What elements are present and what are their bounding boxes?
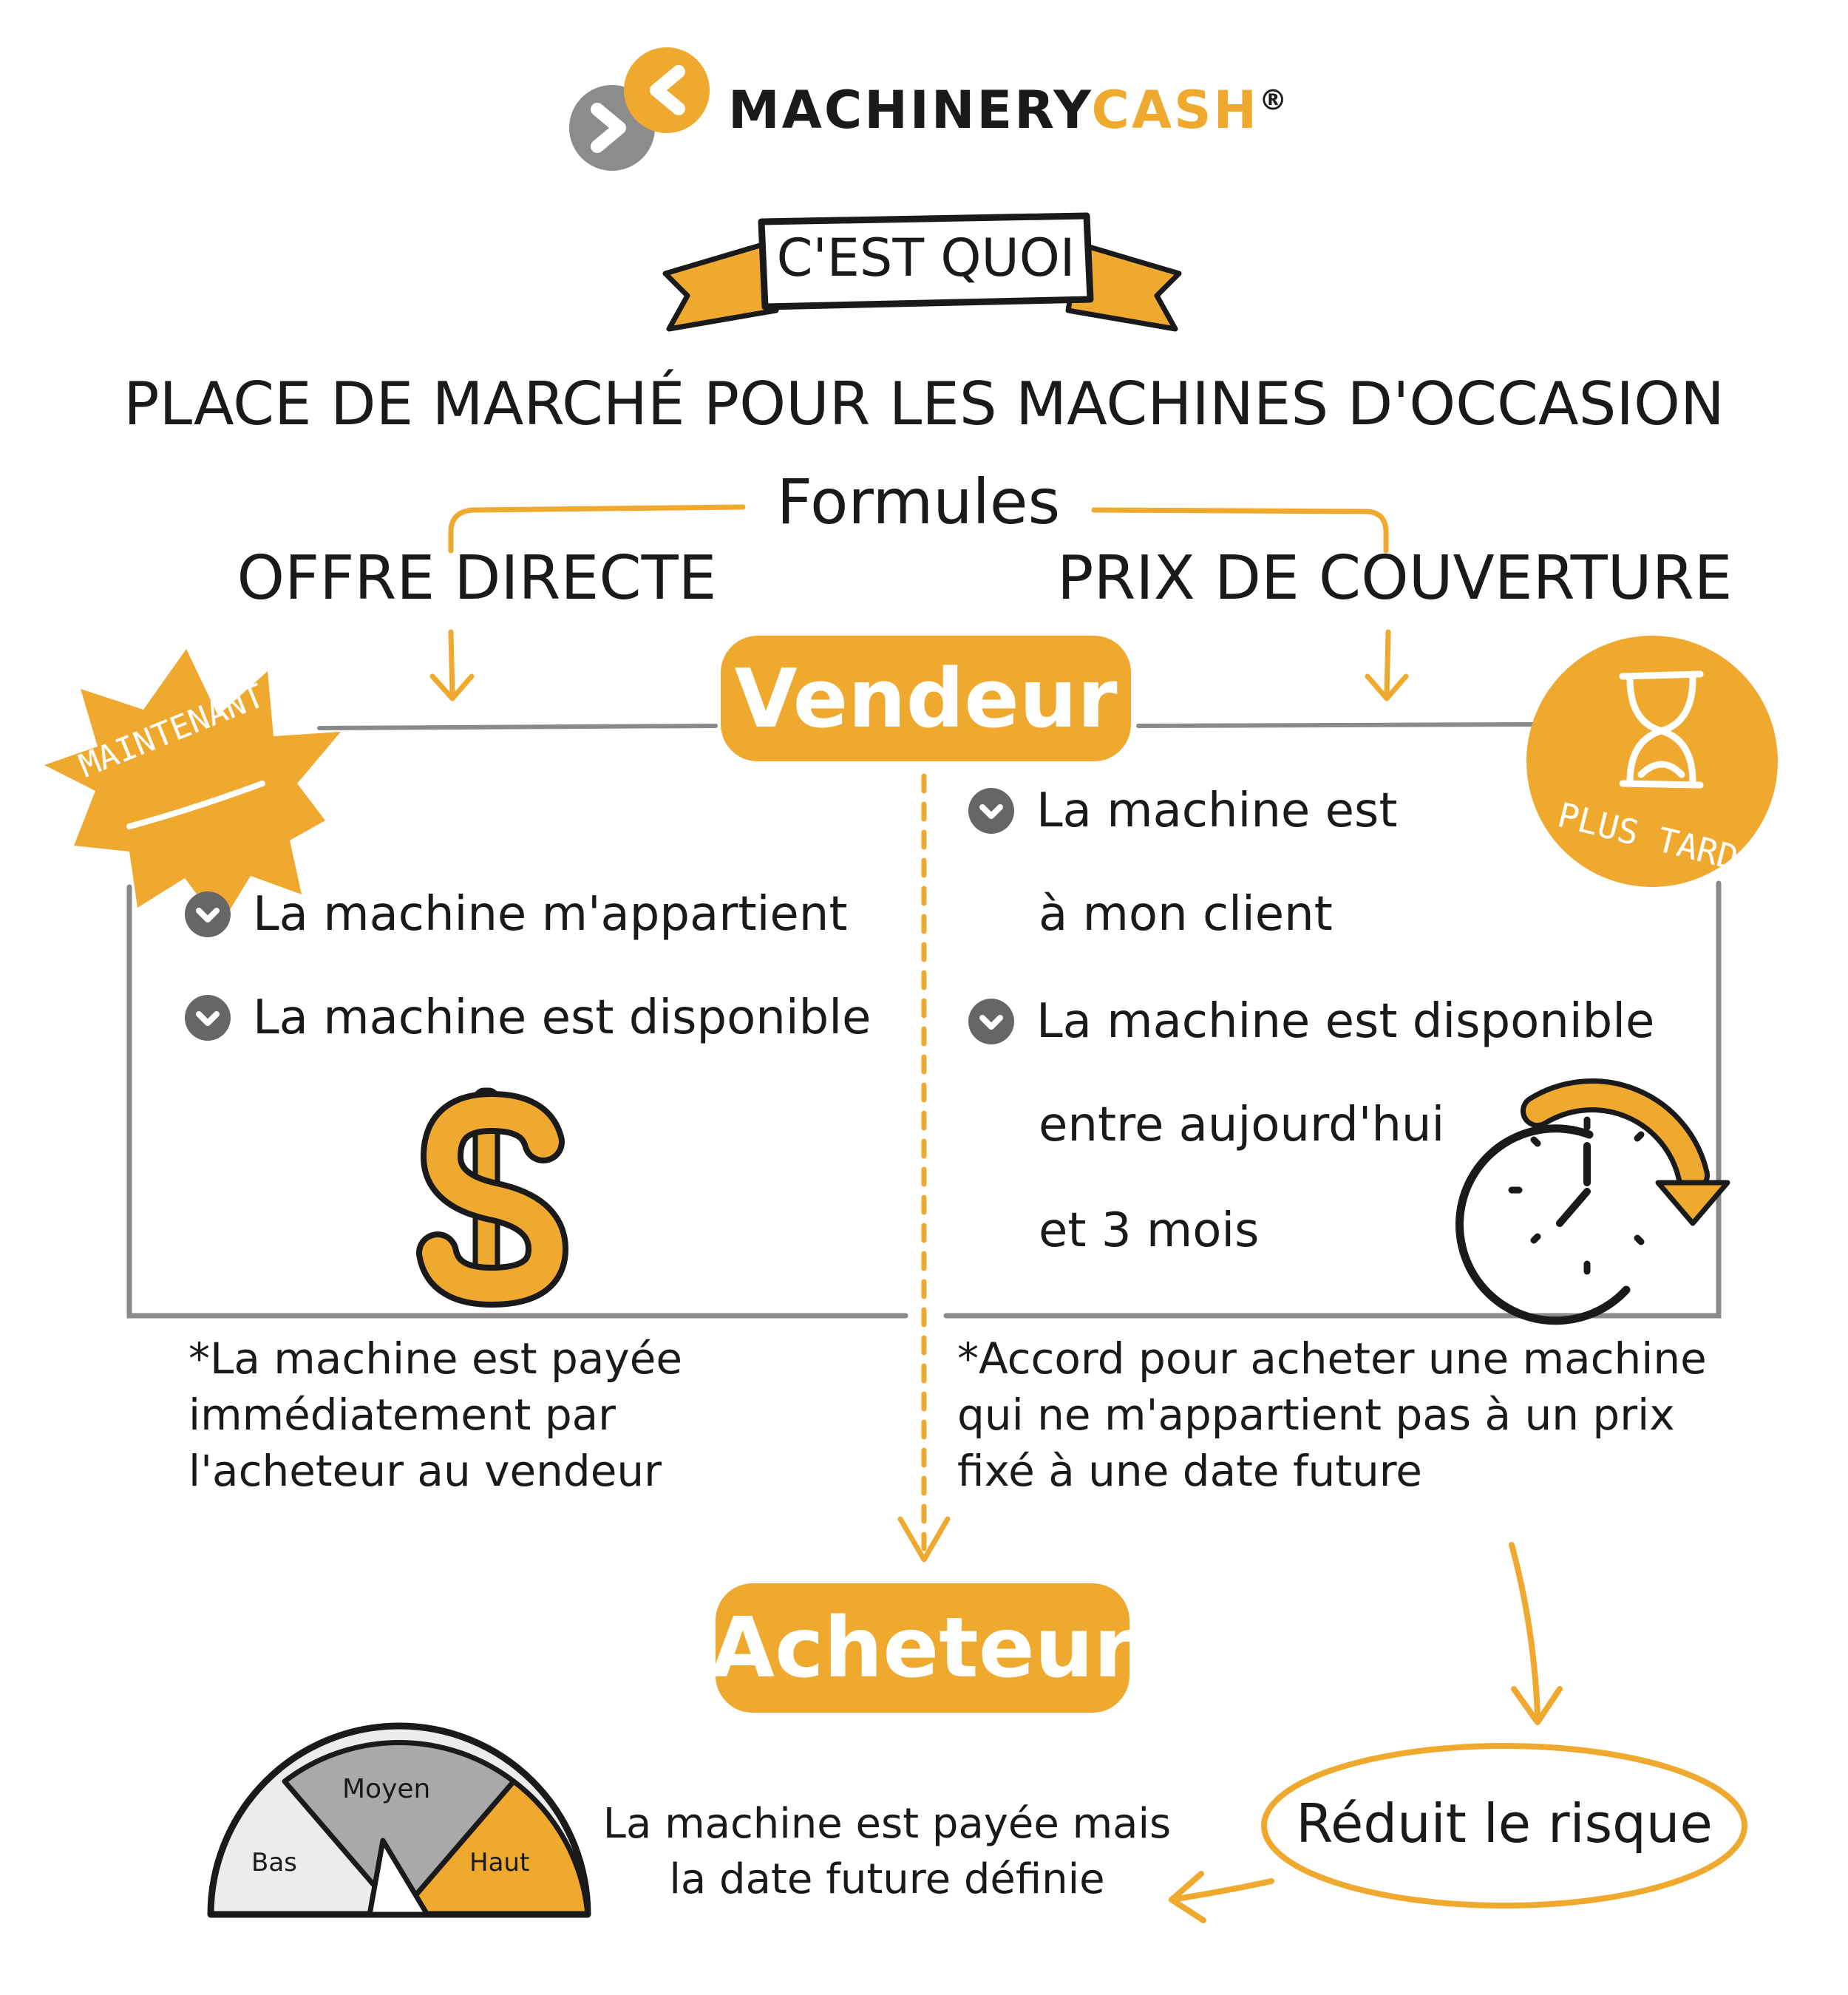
formules-label: Formules [776, 466, 1061, 538]
clock-arrow-icon [1460, 1095, 1728, 1321]
right-note-line-1: *Accord pour acheter une machine [957, 1333, 1707, 1384]
seller-pill: Vendeur [721, 636, 1131, 761]
gauge-label-low: Bas [251, 1848, 297, 1877]
gauge-label-medium: Moyen [342, 1774, 431, 1804]
down-arrow-right [1368, 632, 1406, 699]
right-item-2 [968, 994, 1654, 1049]
buyer-pill: Acheteur [716, 1583, 1129, 1713]
registered-mark: ® [1259, 84, 1290, 117]
plus-tard-badge-label: PLUS TARD [1553, 795, 1742, 878]
right-note-line-3: fixé à une date future [957, 1446, 1422, 1496]
right-item-2-line-1: La machine est disponible [1036, 994, 1655, 1049]
check-circle-icon [185, 995, 231, 1041]
right-item-1 [968, 784, 1397, 838]
right-note-line-2: qui ne m'appartient pas à un prix [957, 1390, 1675, 1440]
risk-arrow [1512, 1545, 1560, 1722]
right-note [957, 1330, 1807, 1499]
bottom-text-line-1: La machine est payée mais [602, 1800, 1172, 1848]
page-title: PLACE DE MARCHÉ POUR LES MACHINES D'OCCASION [123, 370, 1725, 438]
logo-part-2: CASH [1091, 80, 1260, 140]
right-item-2-line-3: et 3 mois [1039, 1203, 1260, 1258]
left-item-2 [185, 990, 871, 1045]
check-circle-icon [968, 788, 1014, 834]
logo-icon [569, 47, 710, 171]
down-arrow-left [432, 632, 472, 699]
left-note-line-3: l'acheteur au vendeur [188, 1446, 662, 1496]
option-prix-de-couverture: PRIX DE COUVERTURE [1057, 543, 1733, 614]
maintenant-badge-label: MAINTENANT [74, 676, 270, 786]
dollar-icon [438, 1090, 547, 1297]
check-circle-icon [185, 891, 231, 937]
left-note-line-1: *La machine est payée [188, 1333, 683, 1384]
maintenant-badge-star [44, 649, 341, 925]
logo [728, 80, 1289, 140]
left-item-1-text: La machine m'appartient [253, 887, 848, 942]
right-item-2-line-2: entre aujourd'hui [1039, 1098, 1445, 1152]
logo-part-1: MACHINERY [728, 80, 1092, 140]
right-item-1-line-1: La machine est [1036, 784, 1398, 838]
left-note [188, 1330, 891, 1499]
bottom-text [573, 1796, 1201, 1907]
option-offre-directe: OFFRE DIRECTE [237, 543, 717, 614]
left-item-1 [185, 887, 847, 942]
left-note-line-2: immédiatement par [188, 1390, 616, 1440]
bottom-text-line-2: la date future définie [669, 1855, 1105, 1903]
gauge-label-high: Haut [469, 1848, 530, 1877]
right-item-1-line-2: à mon client [1039, 887, 1333, 942]
left-item-2-text: La machine est disponible [253, 990, 872, 1045]
banner-label: C'EST QUOI [776, 228, 1076, 288]
gauge-icon [211, 1726, 588, 1914]
check-circle-icon [968, 999, 1014, 1044]
risk-label: Réduit le risque [1296, 1792, 1713, 1855]
